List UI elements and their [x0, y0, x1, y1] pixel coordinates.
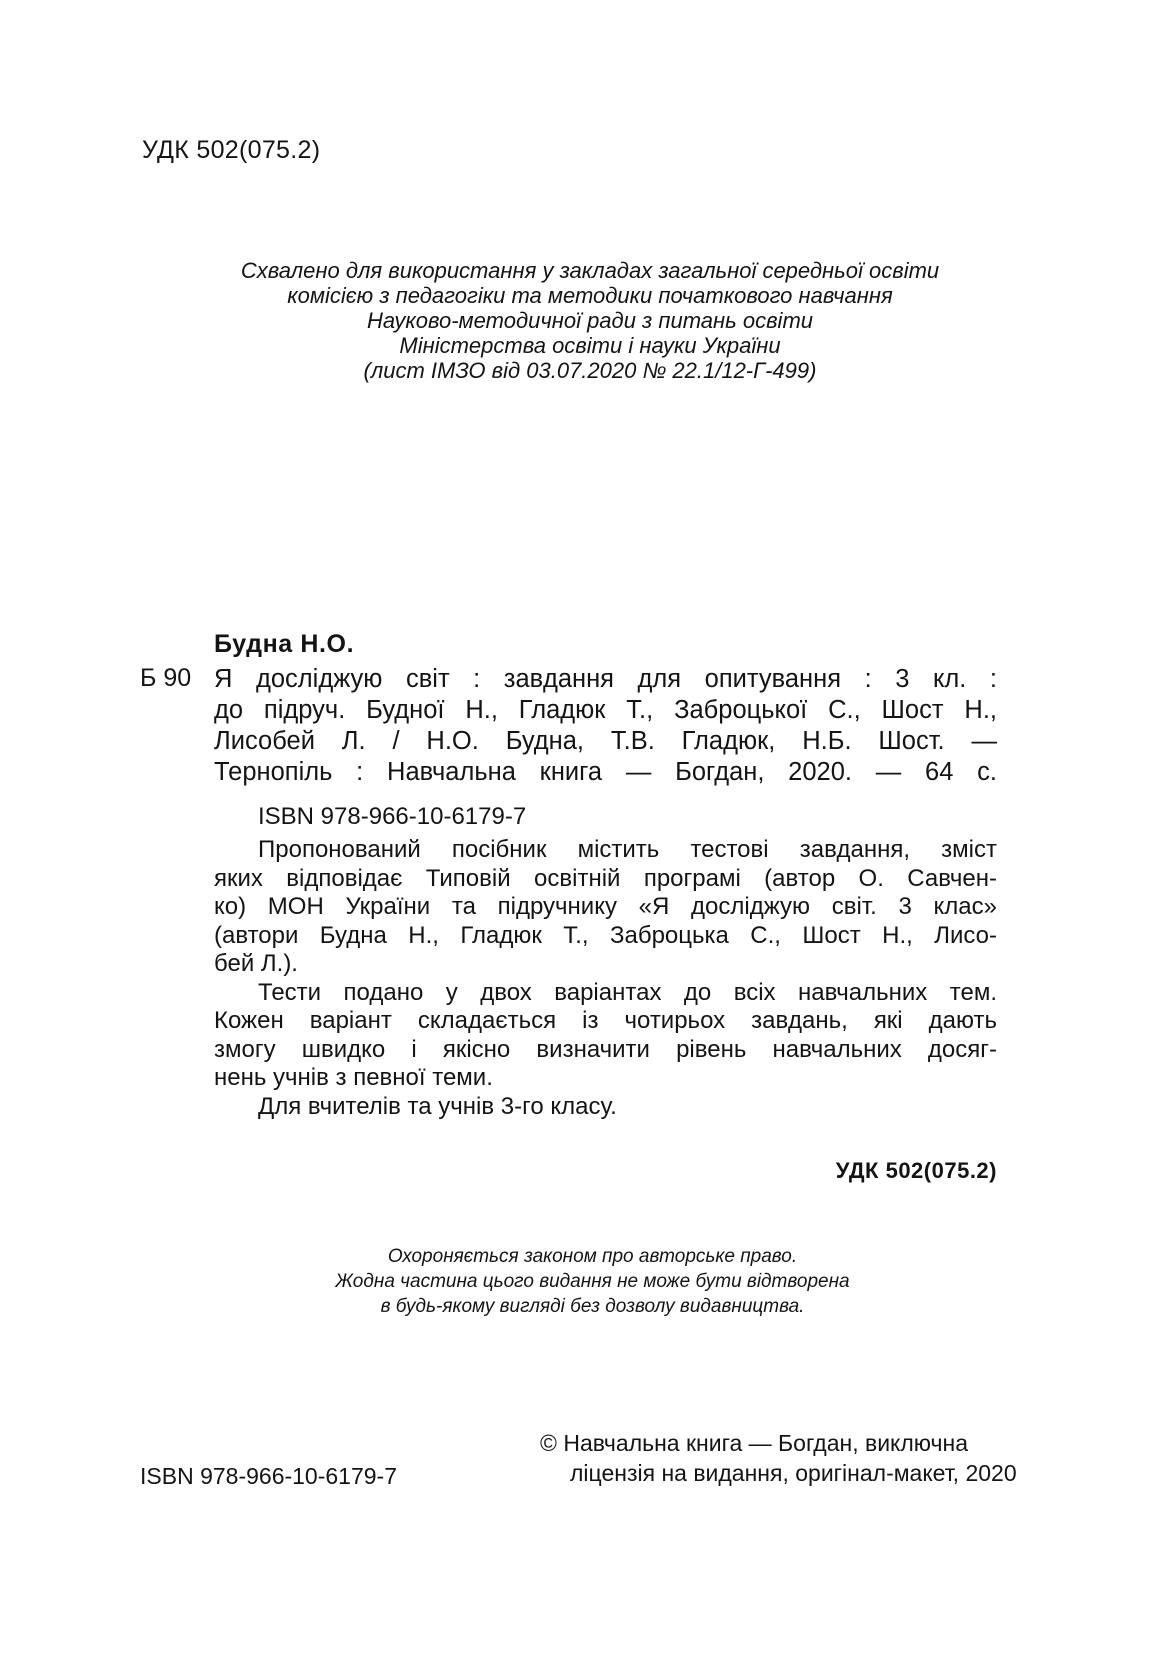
annotation-line: Кожен варіант складається із чотирьох завдань, які дають: [214, 1007, 997, 1034]
publisher-line: © Навчальна книга — Богдан, виключна: [540, 1430, 969, 1456]
annotation-line: Пропонований посібник містить тестові завдання, зміст: [258, 836, 997, 863]
approval-statement: [180, 258, 1000, 383]
approval-line: комісією з педагогіки та методики початкового навчання: [287, 283, 893, 308]
annotation-line: змогу швидко і якісно визначити рівень навчальних досяг-: [214, 1035, 997, 1063]
copyright-line: в будь-якому вигляді без дозволу видавництва.: [380, 1296, 805, 1317]
approval-line: Схвалено для використання у закладах загальної середньої освіти: [240, 258, 940, 283]
annotation-line: нень учнів з певної теми.: [214, 1064, 493, 1091]
copyright-line: Охороняється законом про авторське право.: [387, 1246, 798, 1267]
shelf-mark: Б 90: [140, 664, 192, 692]
copyright-notice: [260, 1244, 925, 1319]
author-heading: Будна Н.О.: [214, 630, 355, 658]
publisher-rights: [540, 1428, 1017, 1488]
approval-line: (лист ІМЗО від 03.07.2020 № 22.1/12-Г-499): [363, 358, 817, 383]
udk-code-top: УДК 502(075.2): [142, 136, 321, 164]
annotation: [214, 836, 997, 1121]
biblio-line: Тернопіль : Навчальна книга — Богдан, 2020. — 64 с.: [214, 758, 997, 786]
approval-line: Науково-методичної ради з питань освіти: [366, 308, 813, 333]
annotation-line: бей Л.).: [214, 950, 298, 977]
bibliographic-description: [214, 664, 997, 788]
annotation-line: Тести подано у двох варіантах до всіх навчальних тем.: [258, 978, 997, 1006]
isbn-bottom: ISBN 978-966-10-6179-7: [140, 1463, 397, 1489]
biblio-line: до підруч. Будної Н., Гладюк Т., Заброцької С., Шост Н.,: [214, 696, 997, 724]
isbn-mid: ISBN 978-966-10-6179-7: [258, 803, 527, 830]
publisher-line: ліцензія на видання, оригінал-макет, 2020: [570, 1460, 1017, 1486]
biblio-line: Я досліджую світ : завдання для опитування : 3 кл. :: [214, 665, 997, 693]
udk-code-bottom: УДК 502(075.2): [835, 1158, 997, 1183]
copyright-line: Жодна частина цього видання не може бути відтворена: [335, 1271, 850, 1292]
annotation-line: Для вчителів та учнів 3-го класу.: [258, 1092, 617, 1120]
biblio-line: Лисобей Л. / Н.О. Будна, Т.В. Гладюк, Н.Б. Шост. —: [214, 727, 997, 755]
annotation-line: яких відповідає Типовій освітній програмі (автор О. Савчен-: [214, 864, 997, 892]
annotation-line: (автори Будна Н., Гладюк Т., Заброцька С., Шост Н., Лисо-: [214, 921, 997, 949]
approval-line: Міністерства освіти і науки України: [399, 333, 781, 358]
annotation-line: ко) МОН України та підручнику «Я досліджую світ. 3 клас»: [214, 893, 997, 920]
